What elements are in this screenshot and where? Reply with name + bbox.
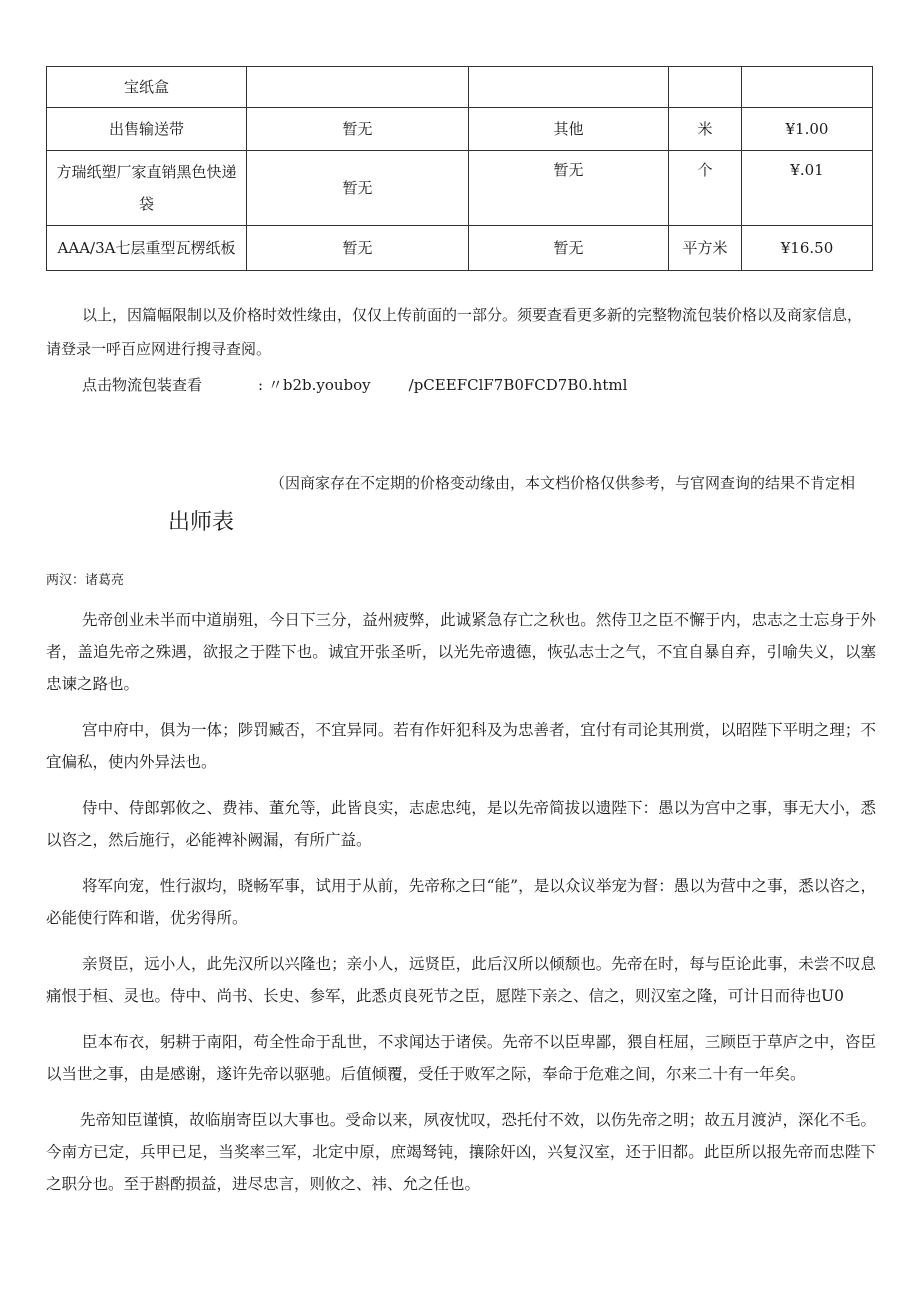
table-cell: 其他: [469, 108, 669, 151]
essay-body: [46, 604, 876, 1214]
essay-author: 两汉：诸葛亮: [46, 573, 125, 588]
table-cell: [669, 67, 742, 108]
table-cell: 个: [669, 151, 742, 226]
essay-paragraph: 侍中、侍郎郭攸之、费祎、董允等，此皆良实，志虑忠纯，是以先帝简拔以遗陛下：愚以为宫中之事，事无大小，悉以咨之，然后施行，必能裨补阙漏，有所广益。: [46, 799, 876, 849]
essay-paragraph: 先帝创业未半而中道崩殂，今日下三分，益州疲弊，此诚紧急存亡之秋也。然侍卫之臣不懈于内，忠志之士忘身于外者，盖追先帝之殊遇，欲报之于陛下也。诚宜开张圣听，以光先帝遗德，恢弘志士之气，不宜自暴自弃，引喻失义，以塞忠谏之路也。: [46, 611, 876, 693]
table-cell: [469, 67, 669, 108]
table-row: [47, 108, 873, 151]
product-name-cell: AAA/3A七层重型瓦楞纸板: [47, 226, 247, 271]
table-row: [47, 67, 873, 108]
truncation-note-text: 以上，因篇幅限制以及价格时效性缘由，仅仅上传前面的一部分。须要查看更多新的完整物流包装价格以及商家信息，请登录一呼百应网进行搜寻查阅。: [46, 306, 863, 358]
table-cell: 平方米: [669, 226, 742, 271]
price-cell: ¥.01: [742, 151, 873, 226]
essay-paragraph: 先帝知臣谨慎，故临崩寄臣以大事也。受命以来，夙夜忧叹，恐托付不效，以伤先帝之明；故五月渡泸，深化不毛。今南方已定，兵甲已足，当奖率三军，北定中原，庶竭驽钝，攘除奸凶，兴复汉室，还于旧都。此臣所以报先帝而忠陛下之职分也。至于斟酌损益，进尽忠言，则攸之、祎、允之任也。: [46, 1111, 876, 1193]
product-name-cell: 方瑞纸塑厂家直销黑色快递袋: [47, 151, 247, 226]
table-row: [47, 226, 873, 271]
table-cell: 暂无: [247, 151, 469, 226]
truncation-note: [46, 298, 876, 366]
product-name-cell: 出售输送带: [47, 108, 247, 151]
view-link-url-part2[interactable]: /pCEEFClF7B0FCD7B0.html: [408, 376, 628, 394]
table-cell: 暂无: [469, 151, 669, 226]
view-link-prefix: 点击物流包装查看: [82, 376, 203, 394]
product-name-cell: 宝纸盒: [47, 67, 247, 108]
essay-paragraph: 将军向宠，性行淑均，晓畅军事，试用于从前，先帝称之曰“能”，是以众议举宠为督：愚以为营中之事，悉以咨之，必能使行阵和谐，优劣得所。: [46, 877, 876, 927]
view-link-url-part1[interactable]: 〃b2b.youboy: [267, 376, 371, 394]
table-cell: 暂无: [247, 108, 469, 151]
table-cell: 暂无: [469, 226, 669, 271]
essay-paragraph: 宫中府中，俱为一体；陟罚臧否，不宜异同。若有作奸犯科及为忠善者，宜付有司论其刑赏，以昭陛下平明之理；不宜偏私，使内外异法也。: [46, 721, 876, 771]
table-cell: [742, 67, 873, 108]
table-cell: 米: [669, 108, 742, 151]
price-disclaimer: （因商家存在不定期的价格变动缘由，本文档价格仅供参考，与官网查询的结果不肯定相: [270, 474, 856, 492]
table-cell: 暂无: [247, 226, 469, 271]
table-cell: [247, 67, 469, 108]
essay-paragraph: 亲贤臣，远小人，此先汉所以兴隆也；亲小人，远贤臣，此后汉所以倾颓也。先帝在时，每与臣论此事，未尝不叹息痛恨于桓、灵也。侍中、尚书、长史、参军，此悉贞良死节之臣，愿陛下亲之、信之，则汉室之隆，可计日而待也U0: [46, 955, 876, 1005]
essay-paragraph: 臣本布衣，躬耕于南阳，苟全性命于乱世，不求闻达于诸侯。先帝不以臣卑鄙，猥自枉屈，三顾臣于草庐之中，咨臣以当世之事，由是感谢，遂许先帝以驱驰。后值倾覆，受任于败军之际，奉命于危难之间，尔来二十有一年矣。: [46, 1033, 876, 1083]
view-link-line: [82, 372, 627, 398]
price-table: [46, 66, 873, 271]
essay-title: 出师表: [168, 510, 235, 535]
table-row: [47, 151, 873, 226]
price-cell: ¥1.00: [742, 108, 873, 151]
view-link-colon: :: [258, 376, 264, 394]
price-cell: ¥16.50: [742, 226, 873, 271]
